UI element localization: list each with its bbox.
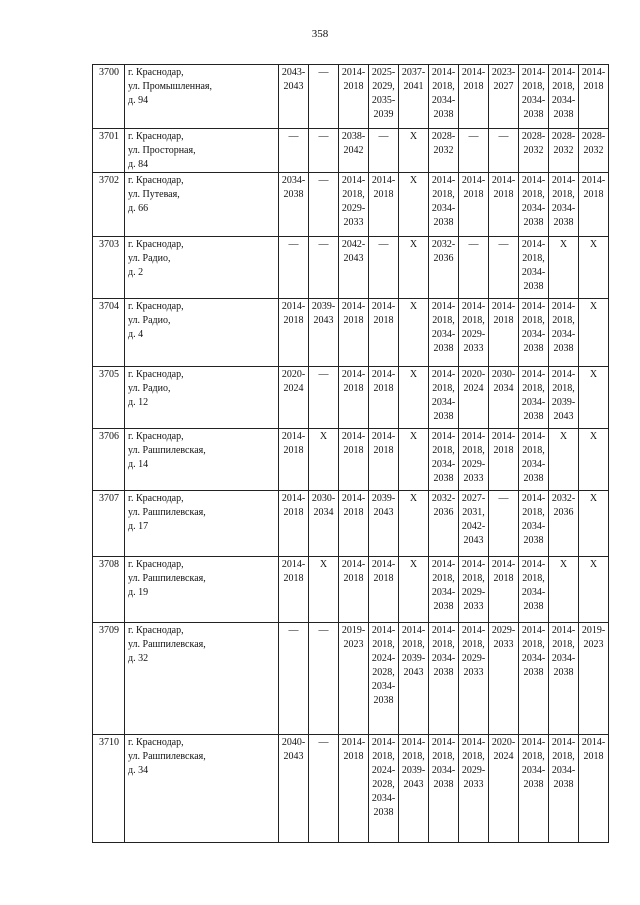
period-cell: 2014- 2018 — [369, 299, 399, 367]
address-line: г. Краснодар, — [128, 559, 184, 570]
period-cell: 2014- 2018 — [459, 173, 489, 237]
address-cell — [125, 173, 279, 237]
period-cell: — — [369, 237, 399, 299]
period-cell: 2014- 2018, 2034- 2038 — [429, 367, 459, 429]
period-cell: 2014- 2018 — [339, 735, 369, 843]
period-cell: 2014- 2018 — [279, 429, 309, 491]
period-cell: 2014- 2018, 2024- 2028, 2034- 2038 — [369, 735, 399, 843]
page-number: 358 — [311, 28, 329, 40]
period-cell: X — [399, 429, 429, 491]
period-cell: 2014- 2018, 2034- 2038 — [429, 429, 459, 491]
period-cell: 2039- 2043 — [369, 491, 399, 557]
row-number: 3706 — [93, 429, 125, 491]
period-cell: 2014- 2018, 2034- 2038 — [519, 557, 549, 623]
address-cell — [125, 623, 279, 735]
address-line: д. 84 — [128, 159, 149, 170]
period-cell: 2014- 2018 — [339, 429, 369, 491]
period-cell: 2014- 2018 — [279, 557, 309, 623]
address-line: ул. Рашпилевская, — [128, 639, 206, 650]
period-cell: — — [489, 237, 519, 299]
address-line: г. Краснодар, — [128, 737, 184, 748]
period-cell: 2032- 2036 — [549, 491, 579, 557]
table-row — [93, 299, 609, 367]
period-cell: X — [579, 491, 609, 557]
period-cell: 2037- 2041 — [399, 65, 429, 129]
period-cell: — — [309, 173, 339, 237]
table-row — [93, 367, 609, 429]
address-line: г. Краснодар, — [128, 175, 184, 186]
period-cell: 2014- 2018 — [579, 65, 609, 129]
period-cell: 2014- 2018 — [339, 491, 369, 557]
period-cell: 2014- 2018 — [339, 65, 369, 129]
period-cell: 2028- 2032 — [579, 129, 609, 173]
address-cell — [125, 429, 279, 491]
period-cell: 2014- 2018, 2029- 2033 — [459, 429, 489, 491]
period-cell: X — [399, 129, 429, 173]
address-cell — [125, 129, 279, 173]
period-cell: 2014- 2018, 2034- 2038 — [519, 491, 549, 557]
period-cell: 2030- 2034 — [309, 491, 339, 557]
period-cell: X — [399, 557, 429, 623]
period-cell: 2028- 2032 — [429, 129, 459, 173]
table-row — [93, 623, 609, 735]
period-cell: 2039- 2043 — [309, 299, 339, 367]
address-line: д. 94 — [128, 95, 149, 106]
period-cell: 2023- 2027 — [489, 65, 519, 129]
address-line: г. Краснодар, — [128, 493, 184, 504]
period-cell: 2014- 2018 — [279, 299, 309, 367]
period-cell: 2019- 2023 — [579, 623, 609, 735]
period-cell: X — [309, 429, 339, 491]
table-row — [93, 173, 609, 237]
period-cell: 2014- 2018 — [579, 173, 609, 237]
period-cell: X — [399, 237, 429, 299]
row-number: 3702 — [93, 173, 125, 237]
address-line: д. 14 — [128, 459, 149, 470]
period-cell: — — [459, 129, 489, 173]
period-cell: 2042- 2043 — [339, 237, 369, 299]
period-cell: 2014- 2018, 2029- 2033 — [459, 557, 489, 623]
period-cell: 2014- 2018, 2039- 2043 — [399, 735, 429, 843]
period-cell: — — [309, 237, 339, 299]
period-cell: 2028- 2032 — [519, 129, 549, 173]
address-line: д. 66 — [128, 203, 149, 214]
period-cell: 2014- 2018, 2034- 2038 — [519, 65, 549, 129]
address-line: г. Краснодар, — [128, 67, 184, 78]
period-cell: — — [309, 129, 339, 173]
address-line: ул. Радио, — [128, 253, 171, 264]
period-cell: X — [579, 367, 609, 429]
address-line: ул. Радио, — [128, 383, 171, 394]
period-cell: 2014- 2018 — [369, 173, 399, 237]
table-row — [93, 65, 609, 129]
period-cell: X — [579, 557, 609, 623]
period-cell: 2014- 2018, 2034- 2038 — [549, 623, 579, 735]
period-cell: 2032- 2036 — [429, 491, 459, 557]
period-cell: 2014- 2018, 2029- 2033 — [459, 735, 489, 843]
period-cell: 2014- 2018 — [369, 429, 399, 491]
period-cell: — — [309, 623, 339, 735]
period-cell: — — [279, 623, 309, 735]
period-cell: X — [549, 429, 579, 491]
period-cell: 2014- 2018 — [339, 299, 369, 367]
period-cell: — — [279, 129, 309, 173]
period-cell: 2014- 2018, 2034- 2038 — [429, 65, 459, 129]
period-cell: 2014- 2018 — [339, 367, 369, 429]
period-cell: 2014- 2018, 2034- 2038 — [549, 299, 579, 367]
row-number: 3704 — [93, 299, 125, 367]
address-line: д. 12 — [128, 397, 149, 408]
period-cell: 2028- 2032 — [549, 129, 579, 173]
address-line: д. 4 — [128, 329, 144, 340]
period-cell: 2014- 2018 — [489, 429, 519, 491]
period-cell: 2040- 2043 — [279, 735, 309, 843]
address-line: г. Краснодар, — [128, 369, 184, 380]
period-cell: 2020- 2024 — [489, 735, 519, 843]
address-line: ул. Радио, — [128, 315, 171, 326]
period-cell: 2014- 2018, 2034- 2038 — [429, 173, 459, 237]
row-number: 3700 — [93, 65, 125, 129]
period-cell: 2020- 2024 — [459, 367, 489, 429]
address-line: ул. Рашпилевская, — [128, 507, 206, 518]
period-cell: 2032- 2036 — [429, 237, 459, 299]
address-line: г. Краснодар, — [128, 131, 184, 142]
address-line: г. Краснодар, — [128, 431, 184, 442]
period-cell: 2014- 2018, 2029- 2033 — [459, 623, 489, 735]
address-line: д. 2 — [128, 267, 144, 278]
period-cell: 2034- 2038 — [279, 173, 309, 237]
period-cell: 2030- 2034 — [489, 367, 519, 429]
address-line: ул. Путевая, — [128, 189, 180, 200]
period-cell: 2014- 2018, 2034- 2038 — [519, 237, 549, 299]
period-cell: 2014- 2018, 2039- 2043 — [549, 367, 579, 429]
row-number: 3707 — [93, 491, 125, 557]
address-line: д. 19 — [128, 587, 149, 598]
period-cell: 2014- 2018 — [489, 557, 519, 623]
period-cell: 2019- 2023 — [339, 623, 369, 735]
period-cell: 2014- 2018, 2034- 2038 — [429, 557, 459, 623]
address-line: ул. Рашпилевская, — [128, 573, 206, 584]
period-cell: X — [399, 491, 429, 557]
period-cell: X — [579, 299, 609, 367]
period-cell: 2014- 2018 — [579, 735, 609, 843]
table-row — [93, 129, 609, 173]
table-body — [93, 65, 609, 843]
address-cell — [125, 557, 279, 623]
period-cell: — — [309, 367, 339, 429]
period-cell: — — [459, 237, 489, 299]
address-line: ул. Промышленная, — [128, 81, 212, 92]
period-cell: 2014- 2018, 2034- 2038 — [429, 735, 459, 843]
period-cell: 2014- 2018 — [489, 299, 519, 367]
period-cell: 2025- 2029, 2035- 2039 — [369, 65, 399, 129]
table-row — [93, 735, 609, 843]
period-cell: 2014- 2018, 2034- 2038 — [429, 299, 459, 367]
period-cell: — — [489, 129, 519, 173]
period-cell: 2014- 2018, 2034- 2038 — [549, 65, 579, 129]
period-cell: 2014- 2018, 2039- 2043 — [399, 623, 429, 735]
address-cell — [125, 491, 279, 557]
table-row — [93, 429, 609, 491]
address-line: ул. Просторная, — [128, 145, 196, 156]
period-cell: 2014- 2018 — [279, 491, 309, 557]
period-cell: X — [309, 557, 339, 623]
row-number: 3705 — [93, 367, 125, 429]
period-cell: X — [399, 173, 429, 237]
period-cell: 2014- 2018, 2024- 2028, 2034- 2038 — [369, 623, 399, 735]
period-cell: 2014- 2018 — [489, 173, 519, 237]
period-cell: 2014- 2018, 2034- 2038 — [519, 173, 549, 237]
period-cell: 2014- 2018, 2034- 2038 — [519, 367, 549, 429]
period-cell: — — [309, 735, 339, 843]
period-cell: 2014- 2018, 2029- 2033 — [459, 299, 489, 367]
period-cell: 2027- 2031, 2042- 2043 — [459, 491, 489, 557]
period-cell: 2014- 2018, 2034- 2038 — [429, 623, 459, 735]
row-number: 3709 — [93, 623, 125, 735]
period-cell: X — [399, 367, 429, 429]
address-line: д. 34 — [128, 765, 149, 776]
address-cell — [125, 65, 279, 129]
address-cell — [125, 367, 279, 429]
row-number: 3701 — [93, 129, 125, 173]
address-line: г. Краснодар, — [128, 625, 184, 636]
period-cell: — — [309, 65, 339, 129]
table-row — [93, 557, 609, 623]
period-cell: X — [579, 429, 609, 491]
row-number: 3708 — [93, 557, 125, 623]
period-cell: 2043- 2043 — [279, 65, 309, 129]
address-line: ул. Рашпилевская, — [128, 751, 206, 762]
row-number: 3703 — [93, 237, 125, 299]
period-cell: X — [579, 237, 609, 299]
address-line: ул. Рашпилевская, — [128, 445, 206, 456]
table-row — [93, 237, 609, 299]
period-cell: — — [489, 491, 519, 557]
period-cell: 2014- 2018, 2034- 2038 — [519, 623, 549, 735]
period-cell: — — [279, 237, 309, 299]
row-number: 3710 — [93, 735, 125, 843]
period-cell: 2029- 2033 — [489, 623, 519, 735]
period-cell: — — [369, 129, 399, 173]
period-cell: X — [549, 237, 579, 299]
address-cell — [125, 237, 279, 299]
period-cell: 2014- 2018, 2029- 2033 — [339, 173, 369, 237]
period-cell: 2014- 2018 — [369, 557, 399, 623]
period-cell: 2014- 2018 — [339, 557, 369, 623]
address-cell — [125, 735, 279, 843]
period-cell: 2038- 2042 — [339, 129, 369, 173]
period-cell: 2014- 2018 — [369, 367, 399, 429]
period-cell: X — [399, 299, 429, 367]
address-line: д. 32 — [128, 653, 149, 664]
period-cell: 2014- 2018 — [459, 65, 489, 129]
period-cell: 2014- 2018, 2034- 2038 — [549, 735, 579, 843]
address-line: г. Краснодар, — [128, 301, 184, 312]
period-cell: 2014- 2018, 2034- 2038 — [519, 429, 549, 491]
address-line: д. 17 — [128, 521, 149, 532]
address-line: г. Краснодар, — [128, 239, 184, 250]
period-cell: X — [549, 557, 579, 623]
period-cell: 2014- 2018, 2034- 2038 — [519, 735, 549, 843]
period-cell: 2014- 2018, 2034- 2038 — [519, 299, 549, 367]
schedule-table — [92, 64, 609, 843]
table-row — [93, 491, 609, 557]
address-cell — [125, 299, 279, 367]
period-cell: 2014- 2018, 2034- 2038 — [549, 173, 579, 237]
period-cell: 2020- 2024 — [279, 367, 309, 429]
